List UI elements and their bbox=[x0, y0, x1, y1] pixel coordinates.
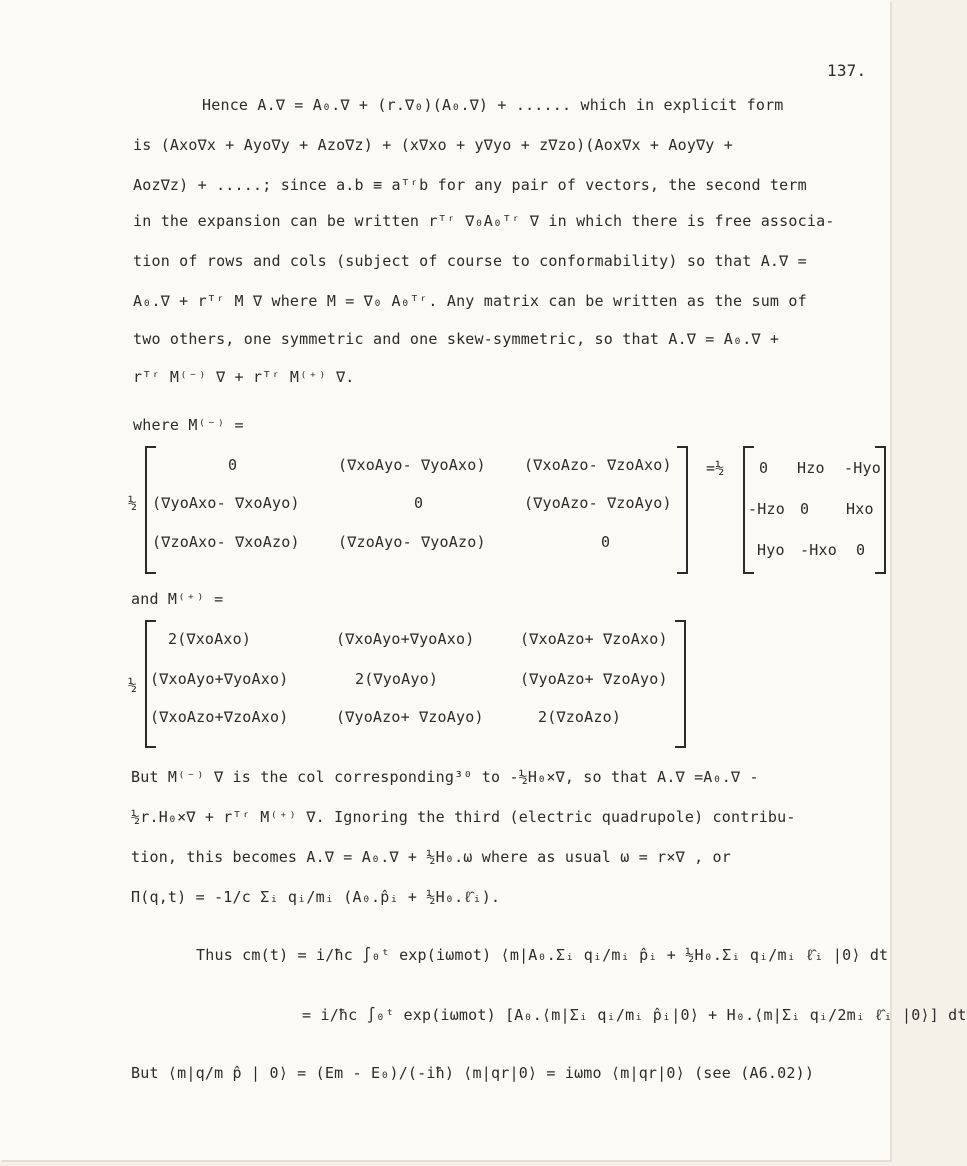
matrix-plus-cell: (∇xoAyo+∇yoAxo) bbox=[336, 630, 475, 648]
matrix-h-cell: -Hyo bbox=[844, 459, 881, 477]
text-line-9: where M⁽⁻⁾ = bbox=[133, 416, 244, 434]
matrix-minus-cell: 0 bbox=[228, 456, 238, 474]
text-line-1: Hence A.∇ = A₀.∇ + (r.∇₀)(A₀.∇) + ...... which in explicit form bbox=[202, 96, 784, 114]
matrix-plus-cell: 2(∇xoAxo) bbox=[168, 630, 252, 648]
text-line-14: Π(q,t) = -1/c Σᵢ qᵢ/mᵢ (A₀.p̂ᵢ + ½H₀.ℓ̂ᵢ). bbox=[131, 888, 501, 906]
text-line-16: = i/ħc ∫₀ᵗ exp(iωmot) [A₀.⟨m|Σᵢ qᵢ/mᵢ p̂ᵢ|0⟩ + H₀.⟨m|Σᵢ qᵢ/2mᵢ ℓ̂ᵢ |0⟩] dt bbox=[302, 1006, 967, 1024]
page-number: 137. bbox=[827, 61, 867, 80]
matrix-minus-factor: ½ bbox=[128, 494, 138, 512]
matrix-minus-cell: (∇yoAxo- ∇xoAyo) bbox=[152, 494, 300, 512]
matrix-plus-cell: (∇xoAzo+∇zoAxo) bbox=[150, 708, 289, 726]
text-line-4: in the expansion can be written rᵀʳ ∇₀A₀ᵀʳ ∇ in which there is free associa- bbox=[133, 212, 835, 230]
matrix-minus-cell: (∇xoAyo- ∇yoAxo) bbox=[338, 456, 486, 474]
matrix-plus-cell: (∇yoAzo+ ∇zoAyo) bbox=[336, 708, 484, 726]
matrix-plus-cell: (∇xoAzo+ ∇zoAxo) bbox=[520, 630, 668, 648]
matrix-plus-cell: (∇yoAzo+ ∇zoAyo) bbox=[520, 670, 668, 688]
matrix-h-cell: 0 bbox=[856, 541, 866, 559]
matrix-h-cell: -Hzo bbox=[748, 500, 785, 518]
text-line-3: Aoz∇z) + .....; since a.b ≡ aᵀʳb for any pair of vectors, the second term bbox=[133, 176, 807, 194]
text-line-5: tion of rows and cols (subject of course to conformability) so that A.∇ = bbox=[133, 252, 807, 270]
matrix-plus-right-bracket bbox=[675, 620, 686, 748]
matrix-minus-right-bracket bbox=[677, 446, 688, 574]
matrix-minus-cell: (∇yoAzo- ∇zoAyo) bbox=[524, 494, 672, 512]
text-line-6: A₀.∇ + rᵀʳ M ∇ where M = ∇₀ A₀ᵀʳ. Any matrix can be written as the sum of bbox=[133, 292, 807, 310]
matrix-plus-cell: 2(∇yoAyo) bbox=[355, 670, 439, 688]
matrix-h-cell: 0 bbox=[759, 459, 769, 477]
matrix-plus-cell: 2(∇zoAzo) bbox=[538, 708, 622, 726]
matrix-minus-cell: (∇zoAyo- ∇yoAzo) bbox=[338, 533, 486, 551]
text-line-10: and M⁽⁺⁾ = bbox=[131, 590, 224, 608]
text-line-12: ½r.H₀×∇ + rᵀʳ M⁽⁺⁾ ∇. Ignoring the third (electric quadrupole) contribu- bbox=[131, 808, 796, 826]
matrix-h-cell: Hyo bbox=[757, 541, 785, 559]
matrix-minus-cell: 0 bbox=[601, 533, 611, 551]
matrix-minus-cell: 0 bbox=[414, 494, 424, 512]
matrix-h-cell: 0 bbox=[800, 500, 810, 518]
matrix-h-cell: -Hxo bbox=[800, 541, 837, 559]
matrix-minus-cell: (∇xoAzo- ∇zoAxo) bbox=[524, 456, 672, 474]
text-line-7: two others, one symmetric and one skew-symmetric, so that A.∇ = A₀.∇ + bbox=[133, 330, 780, 348]
matrix-plus-cell: (∇xoAyo+∇yoAxo) bbox=[150, 670, 289, 688]
text-line-15: Thus cm(t) = i/ħc ∫₀ᵗ exp(iωmot) ⟨m|A₀.Σᵢ qᵢ/mᵢ p̂ᵢ + ½H₀.Σᵢ qᵢ/mᵢ ℓ̂ᵢ |0⟩ dt bbox=[196, 946, 889, 964]
text-line-17: But ⟨m|q/m p̂ | 0⟩ = (Em - E₀)/(-iħ) ⟨m|qr|0⟩ = iωmo ⟨m|qr|0⟩ (see (A6.02)) bbox=[131, 1064, 815, 1082]
matrix-h-cell: Hzo bbox=[797, 459, 825, 477]
text-line-8: rᵀʳ M⁽⁻⁾ ∇ + rᵀʳ M⁽⁺⁾ ∇. bbox=[133, 368, 355, 386]
text-line-2: is (Axo∇x + Ayo∇y + Azo∇z) + (x∇xo + y∇yo + z∇zo)(Aox∇x + Aoy∇y + bbox=[133, 136, 733, 154]
matrix-h-cell: Hxo bbox=[846, 500, 874, 518]
matrix-plus-factor: ½ bbox=[128, 676, 138, 694]
matrix-minus-equals: =½ bbox=[706, 459, 725, 477]
matrix-minus-cell: (∇zoAxo- ∇xoAzo) bbox=[152, 533, 300, 551]
text-line-11: But M⁽⁻⁾ ∇ is the col corresponding³⁰ to -½H₀×∇, so that A.∇ =A₀.∇ - bbox=[131, 768, 759, 786]
text-line-13: tion, this becomes A.∇ = A₀.∇ + ½H₀.ω where as usual ω = r×∇ , or bbox=[131, 848, 731, 866]
